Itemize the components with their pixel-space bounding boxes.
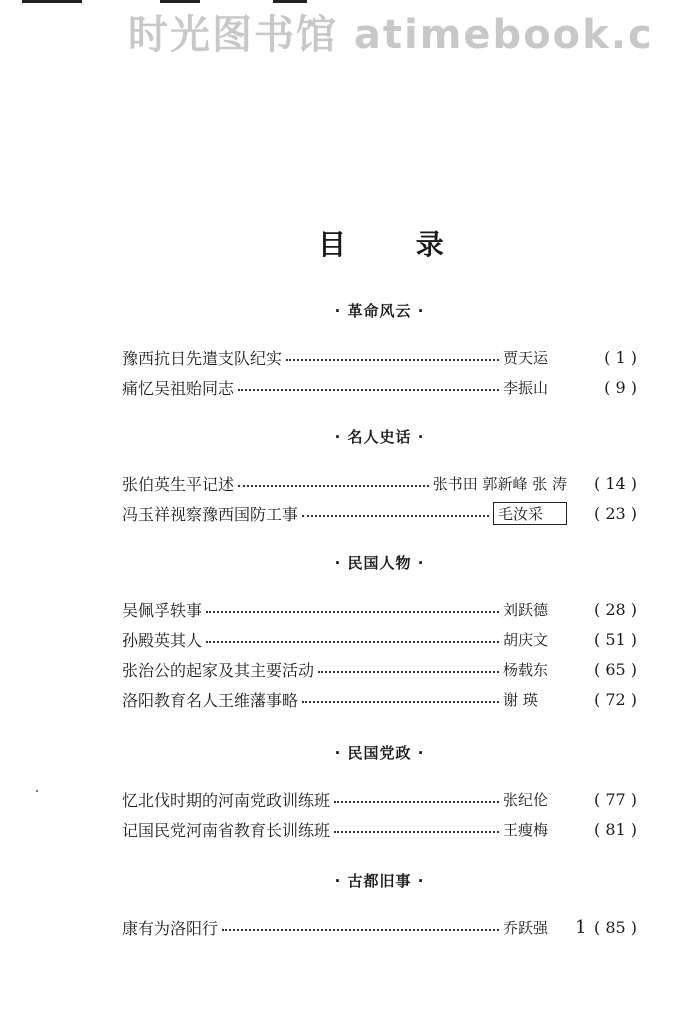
entry-author: 李振山: [503, 378, 549, 397]
entry-page: ( 77 ): [593, 789, 637, 809]
entry-page: ( 28 ): [593, 599, 637, 619]
entry-title: 吴佩孚轶事: [122, 600, 203, 620]
entry-author: 乔跃强: [503, 918, 549, 937]
dot-leader: [334, 821, 499, 833]
spacer: [122, 456, 637, 468]
spacer: [122, 330, 637, 342]
toc-entry[interactable]: [122, 624, 637, 654]
dot-leader: [318, 661, 499, 673]
toc-section: [122, 734, 637, 844]
entry-author: 贾天运: [503, 348, 549, 367]
entry-page: ( 23 ): [593, 503, 637, 523]
toc-section: [122, 418, 637, 528]
scan-speck: [36, 790, 38, 792]
entry-page: ( 51 ): [593, 629, 637, 649]
entry-author: 张书田 郭新峰 张 涛: [432, 474, 567, 493]
watermark: 时光图书馆 atimebook.c: [128, 12, 654, 58]
entry-page: ( 85 ): [593, 917, 637, 937]
spacer: [122, 772, 637, 784]
section-heading: · 民国人物 ·: [334, 554, 425, 572]
dot-leader: [238, 379, 499, 391]
entry-title: 忆北伐时期的河南党政训练班: [122, 790, 331, 810]
section-heading: · 革命风云 ·: [334, 302, 425, 320]
entry-page: ( 72 ): [593, 689, 637, 709]
entry-page: ( 14 ): [593, 473, 637, 493]
page-title: 目 录: [318, 228, 444, 261]
entry-author: 胡庆文: [503, 630, 549, 649]
dot-leader: [222, 919, 499, 931]
entry-title: 孙殿英其人: [122, 630, 203, 650]
dot-leader: [302, 505, 489, 517]
top-rule-left: [22, 0, 82, 3]
dot-leader: [206, 601, 499, 613]
toc-entry[interactable]: [122, 342, 637, 372]
spacer: [122, 582, 637, 594]
toc-entry[interactable]: [122, 912, 637, 942]
entry-page: ( 9 ): [604, 377, 637, 397]
section-heading: · 古都旧事 ·: [334, 872, 425, 890]
toc-entry[interactable]: [122, 468, 637, 498]
toc-section: [122, 544, 637, 714]
entry-author: 王瘦梅: [503, 820, 549, 839]
toc-entry[interactable]: [122, 814, 637, 844]
entry-author: 谢 瑛: [503, 690, 538, 709]
section-heading: · 名人史话 ·: [334, 428, 425, 446]
toc-entry[interactable]: [122, 498, 637, 528]
toc-section: [122, 292, 637, 402]
section-heading: · 民国党政 ·: [334, 744, 425, 762]
entry-page: ( 81 ): [593, 819, 637, 839]
entry-title: 张伯英生平记述: [122, 474, 235, 494]
entry-page: ( 1 ): [604, 347, 637, 367]
dot-leader: [302, 691, 499, 703]
top-rule-mid: [160, 0, 200, 3]
toc-section: [122, 862, 637, 942]
dot-leader: [238, 475, 429, 487]
toc-entry[interactable]: [122, 784, 637, 814]
entry-author: 杨载东: [503, 660, 549, 679]
toc-entry[interactable]: [122, 654, 637, 684]
entry-title: 冯玉祥视察豫西国防工事: [122, 504, 299, 524]
toc-entry[interactable]: [122, 594, 637, 624]
entry-page: ( 65 ): [593, 659, 637, 679]
entry-author: 刘跃德: [503, 600, 549, 619]
entry-author: 毛汝采: [493, 502, 567, 525]
table-of-contents: [122, 292, 637, 942]
page-number: 1: [575, 917, 587, 938]
entry-title: 洛阳教育名人王维藩事略: [122, 690, 299, 710]
entry-title: 康有为洛阳行: [122, 918, 219, 938]
entry-author: 张纪伦: [503, 790, 549, 809]
toc-entry[interactable]: [122, 372, 637, 402]
dot-leader: [286, 349, 499, 361]
entry-title: 痛忆吴祖贻同志: [122, 378, 235, 398]
entry-title: 记国民党河南省教育长训练班: [122, 820, 331, 840]
toc-entry[interactable]: [122, 684, 637, 714]
entry-title: 豫西抗日先遣支队纪实: [122, 348, 283, 368]
dot-leader: [334, 791, 499, 803]
spacer: [122, 900, 637, 912]
top-rule-right: [273, 0, 307, 3]
dot-leader: [206, 631, 499, 643]
entry-title: 张治公的起家及其主要活动: [122, 660, 315, 680]
